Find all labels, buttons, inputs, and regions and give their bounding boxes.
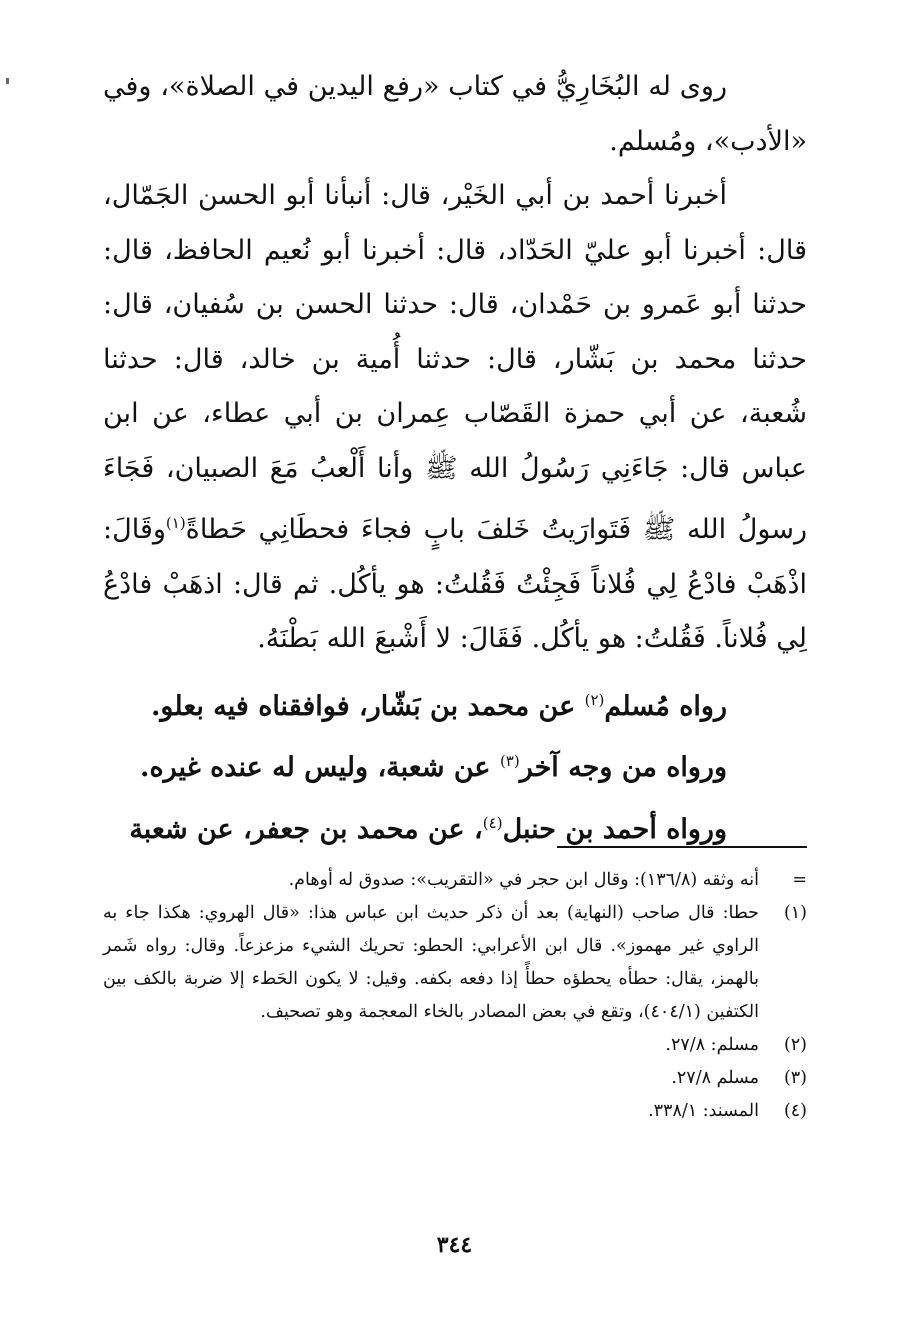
footnote-text: المسند: ٣٣٨/١. <box>648 1101 759 1121</box>
footnote-ref-3: (٣) <box>499 752 520 770</box>
paragraph-2-text: أخبرنا أحمد بن أبي الخَيْر، قال: أنبأنا أبو الحسن الجَمّال، قال: أخبرنا أبو عليّ الحَدّاد، قال: أخبرنا أبو نُعيم الحافظ، قال: حدثنا أبو عَمرو بن حَمْدان، قال: حدثنا الحسن بن سُفيان، قال: حدثنا محمد بن بَشّار، قال: حدثنا أُمية بن خالد، قال: حدثنا شُعبة، عن أبي حمزة القَصّاب عِمران بن أبي عطاء، عن ابن عباس قال: جَاءَنِي رَسُولُ الله ﷺ وأنا أَلْعبُ مَعَ الصبيان، فَجَاءَ رسولُ الله ﷺ فَتَوارَيتُ خَلفَ بابٍ فجاءَ فحطَانِي حَطاةً <box>103 180 807 545</box>
footnote-ref-4: (٤) <box>482 813 503 832</box>
page-number: ٣٤٤ <box>436 1232 473 1258</box>
footnote-ref-1: (١) <box>165 514 186 532</box>
footnote-marker: = <box>792 870 807 890</box>
paragraph-isnad <box>103 169 807 667</box>
footnote-text: مسلم: ٢٧/٨. <box>665 1035 759 1055</box>
footnote-marker: (٢) <box>783 1035 807 1055</box>
footnote-1 <box>103 897 807 1029</box>
footnote-text: مسلم ٢٧/٨. <box>671 1068 759 1088</box>
footnote-text: حطا: قال صاحب (النهاية) بعد أن ذكر حديث ابن عباس هذا: «قال الهروي: هكذا جاء به الراوي غير مهموز». قال ابن الأعرابي: الحطو: تحريك الشيء مزعزعاً. وقال: رواه شَمر بالهمز، يقال: حطأه يحطؤه حطأً إذا دفعه بكفه. وقيل: لا يكون الحَطء إلا ضربة بالكف بين الكتفين (٤٠٤/١)، وتقع في بعض المصادر بالخاء المعجمة وهو تصحيف. <box>103 903 759 1022</box>
paragraph-5-a: ورواه أحمد بن حنبل <box>502 813 727 845</box>
footnote-marker: (١) <box>783 903 807 923</box>
scan-edge-mark <box>6 78 9 84</box>
footnote-3 <box>103 1062 807 1095</box>
paragraph-5-b: ، عن محمد بن جعفر، عن شعبة <box>129 813 483 845</box>
paragraph-other-route <box>103 734 807 796</box>
footnote-ref-2: (٢) <box>584 690 605 709</box>
main-text <box>103 60 807 857</box>
paragraph-4-b: عن شعبة، وليس له عنده غيره. <box>140 752 491 783</box>
footnote-marker: (٤) <box>783 1101 807 1121</box>
paragraph-muslim <box>103 673 807 735</box>
footnote-separator <box>557 846 807 848</box>
footnote-marker: (٣) <box>783 1068 807 1088</box>
paragraph-2-end: وقَالَ: اذْهَبْ فادْعُ لِي فُلاناً فَجِئْتُ فَقُلتُ: هو يأكُل. ثم قال: اذهَبْ فادْعُ لِي فُلاناً. فَقُلتُ: هو يأكُل. فَقَالَ: لا أَشْبعَ الله بَطْنَهُ. <box>103 514 807 654</box>
paragraph-1-text: روى له البُخَارِيُّ في كتاب «رفع اليدين في الصلاة»، وفي «الأدب»، ومُسلم. <box>103 71 807 157</box>
paragraph-transmitters <box>103 60 807 169</box>
paragraph-4-a: ورواه من وجه آخر <box>519 752 727 783</box>
footnote-2 <box>103 1029 807 1062</box>
footnotes <box>103 864 807 1128</box>
footnote-text: أنه وثقه (١٣٦/٨): وقال ابن حجر في «التقريب»: صدوق له أوهام. <box>288 870 759 890</box>
footnote-continuation <box>103 864 807 897</box>
paragraph-3-a: رواه مُسلم <box>604 690 727 722</box>
footnote-4 <box>103 1095 807 1128</box>
paragraph-3-b: عن محمد بن بَشّار، فوافقناه فيه بعلو. <box>151 690 576 722</box>
